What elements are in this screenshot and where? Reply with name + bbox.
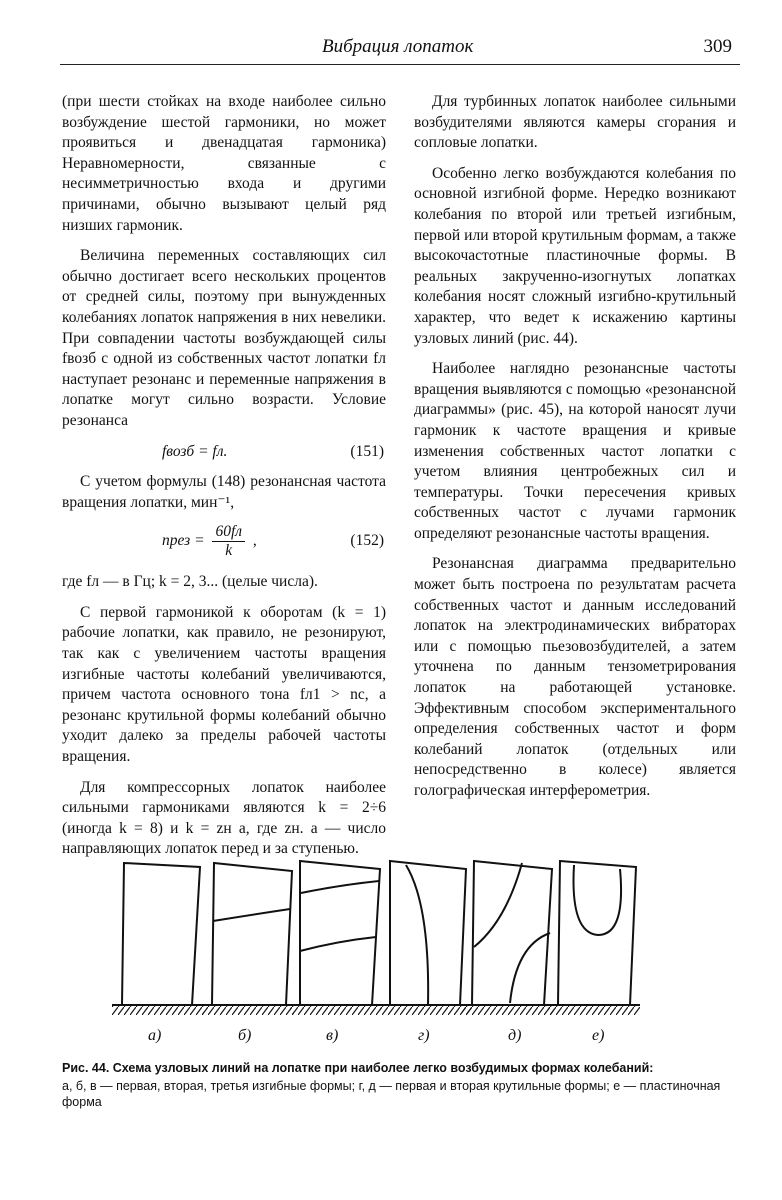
fig-label-d: г) (418, 1027, 430, 1044)
formula-152-numerator: 60fл (212, 523, 245, 542)
formula-152-number: (152) (350, 532, 384, 550)
left-paragraph-6: Для компрессорных лопаток наиболее сильными гармониками являются k = 2÷6 (иногда k = 8) и k = zн а, где zн. а — число направляющих лопаток перед и за ступенью. (62, 778, 386, 858)
right-paragraph-1: Для турбинных лопаток наиболее сильными возбудителями являются камеры сгорания и сопловые лопатки. (414, 93, 736, 152)
formula-151-number: (151) (350, 442, 384, 460)
fig-label-c: в) (326, 1027, 339, 1044)
figure-caption (62, 1060, 738, 1110)
right-column (414, 92, 736, 812)
blade-a (112, 863, 204, 1044)
left-paragraph-3: С учетом формулы (148) резонансная частота вращения лопатки, мин⁻¹, (62, 473, 386, 511)
fig-label-a: а) (148, 1027, 162, 1044)
left-paragraph-5: С первой гармоникой к оборотам (k = 1) рабочие лопатки, как правило, не резонируют, так как с увеличением частоты вращения изгибные частоты колебаний увеличиваются, причем частота основного тона fл1 > nс, а резонанс крутильной формы колебаний обычно уходит далеко за пределы рабочей частоты вращения. (62, 603, 386, 766)
right-paragraph-3: Наиболее наглядно резонансные частоты вращения выявляются с помощью «резонансной диаграммы» (рис. 45), на которой наносят лучи гармоник к частоте вращения и кривые изменения собственных частот лопатки с учетом влияния центробежных сил и температуры. Точки пересечения кривых собственных частот с лучами гармоник определяют резонансные частоты вращения. (414, 360, 736, 542)
right-paragraph-2: Особенно легко возбуждаются колебания по основной изгибной форме. Нередко возникают колебания по второй или третьей изгибным, первой или второй крутильным формам, а также высокочастотные пластиночные формы. В реальных закрученно-изогнутых лопатках колебания носят сложный изгибно-крутильный характер, что ведет к искажению картины узловых линий (рис. 44). (414, 164, 736, 347)
blade-d (380, 861, 472, 1044)
blade-e (462, 861, 554, 1044)
left-paragraph-2: Величина переменных составляющих сил обычно достигает всего нескольких процентов от средней силы, поэтому при вынужденных колебаниях лопаток напряжения в них невелики. При совпадении частоты возбуждающей силы fвозб с одной из собственных частот лопатки fл наступает резонанс и переменные напряжения в лопатке могут сильно возрасти. Условие резонанса (62, 247, 386, 429)
caption-legend: а, б, в — первая, вторая, третья изгибные формы; г, д — первая и вторая крутильные формы; е — пластиночная форма (62, 1079, 721, 1109)
formula-152-tail: , (252, 532, 257, 550)
formula-152-expression (162, 523, 257, 560)
fig-label-b: б) (238, 1027, 252, 1044)
blade-f (548, 861, 640, 1044)
formula-151 (62, 442, 386, 463)
formula-151-expression: fвозб = fл. (162, 442, 228, 460)
formula-152 (62, 523, 386, 560)
page-header (60, 36, 740, 65)
formula-152-denominator: k (225, 542, 233, 560)
formula-152-fraction (212, 523, 245, 560)
right-paragraph-4: Резонансная диаграмма предварительно может быть построена по результатам расчета собственных частот и данным исследований лопаток на электродинамических вибраторах или с помощью пьезовозбудителей, а затем уточнена по данным тензометрирования лопаток на работающей установке. Эффективным способом экспериментального определения собственных частот и форм колебаний лопаток (отдельных или непосредственно в колесе) является голографическая интерферометрия. (414, 555, 736, 799)
left-paragraph-4: где fл — в Гц; k = 2, 3... (целые числа). (62, 573, 318, 591)
left-column (62, 92, 386, 870)
fig-label-f: е) (592, 1027, 605, 1044)
left-paragraph-1: (при шести стойках на входе наиболее сильно возбуждение шестой гармоники, но может проявиться и двенадцатая гармоника) Неравномерности, связанные с несимметричностью входа и другими причинами, обычно вызывают целый ряд низших гармоник. (62, 93, 386, 234)
blade-b (202, 863, 294, 1044)
page-number: 309 (703, 36, 732, 57)
blade-c (290, 861, 382, 1044)
fig-label-e: д) (508, 1027, 522, 1044)
running-title: Вибрация лопаток (322, 36, 474, 57)
caption-title: Рис. 44. Схема узловых линий на лопатке при наиболее легко возбудимых формах колебаний: (62, 1061, 654, 1075)
figure-44-blade-nodal-lines (100, 855, 660, 1055)
formula-152-lhs: nрез = (162, 532, 205, 550)
